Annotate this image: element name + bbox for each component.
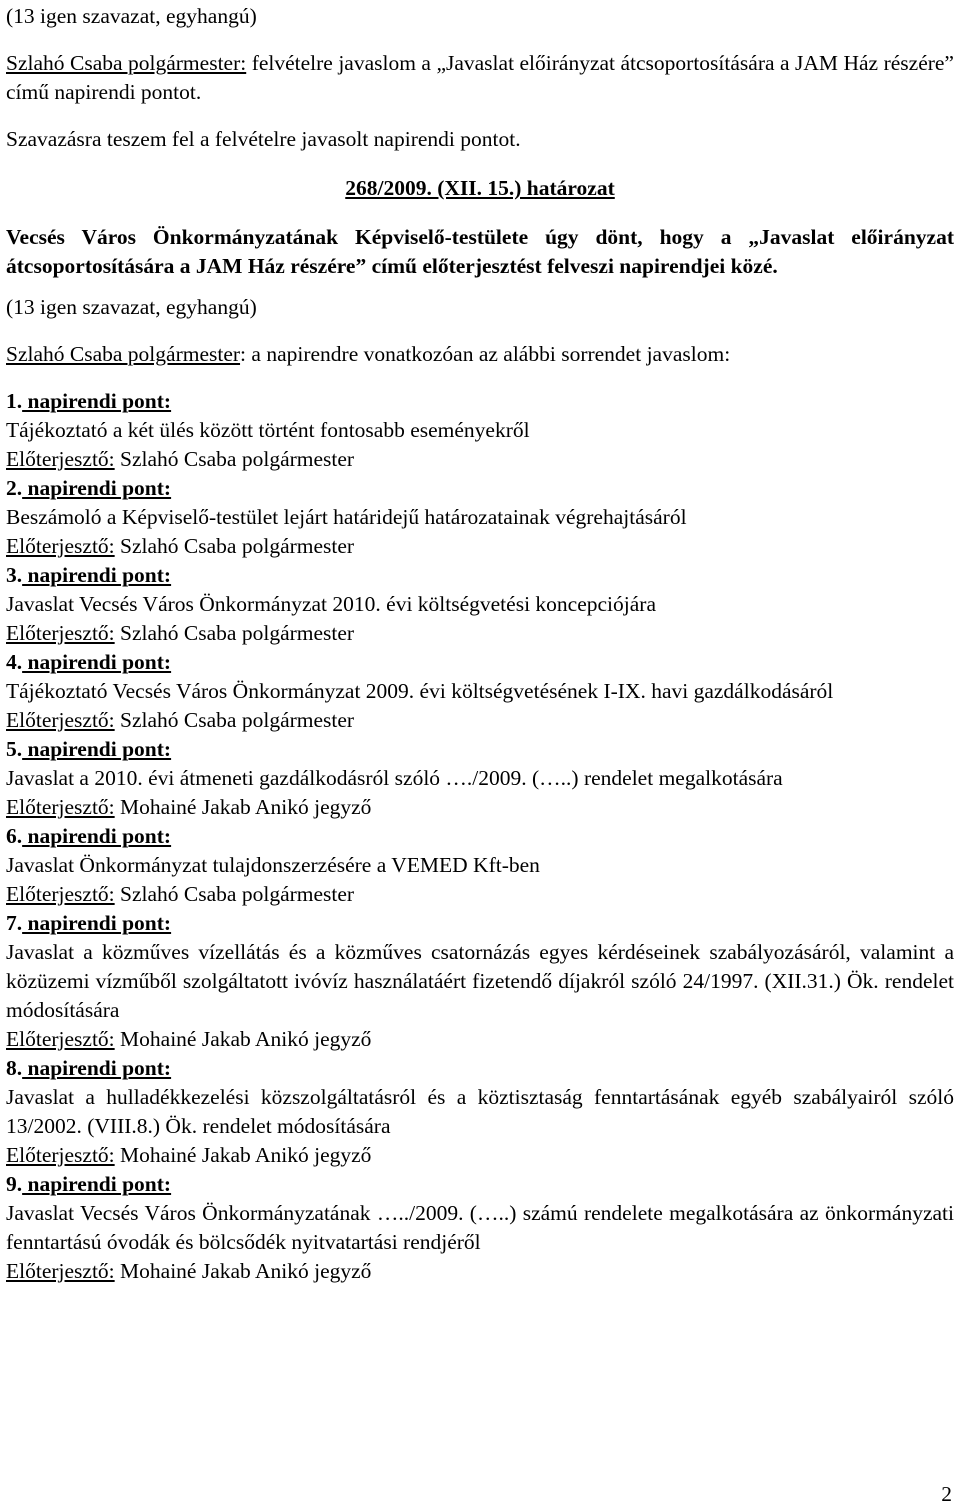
- agenda-item-heading: [6, 648, 954, 677]
- agenda-item-presenter: [6, 880, 954, 909]
- presenter-label: Előterjesztő:: [6, 447, 115, 471]
- agenda-item-presenter: [6, 532, 954, 561]
- agenda-item-label: napirendi pont:: [22, 650, 172, 674]
- speaker-name-2: Szlahó Csaba polgármester: [6, 342, 241, 366]
- agenda-item-number: 3.: [6, 563, 23, 587]
- resolution-title: 268/2009. (XII. 15.) határozat: [345, 176, 615, 200]
- agenda-item-label: napirendi pont:: [22, 737, 172, 761]
- agenda-item-heading: [6, 387, 954, 416]
- presenter-label: Előterjesztő:: [6, 1259, 115, 1283]
- agenda-item-presenter: [6, 793, 954, 822]
- presenter-name: Szlahó Csaba polgármester: [120, 447, 355, 471]
- agenda-list: [6, 387, 954, 1286]
- agenda-item-presenter: [6, 445, 954, 474]
- presenter-name: Szlahó Csaba polgármester: [120, 708, 355, 732]
- speaker-text: felvételre javaslom a „Javaslat előirányzat átcsoportosítására a JAM Ház részére” című napirendi pontot.: [6, 51, 954, 104]
- mayor-proposal: [6, 49, 954, 107]
- agenda-item: [6, 909, 954, 1054]
- agenda-item: [6, 1170, 954, 1286]
- agenda-item: [6, 735, 954, 822]
- agenda-item: [6, 1054, 954, 1170]
- agenda-item-heading: [6, 735, 954, 764]
- agenda-item-number: 9.: [6, 1172, 23, 1196]
- presenter-label: Előterjesztő:: [6, 1143, 115, 1167]
- presenter-label: Előterjesztő:: [6, 708, 115, 732]
- agenda-item-label: napirendi pont:: [22, 824, 172, 848]
- speaker-name: Szlahó Csaba polgármester:: [6, 51, 247, 75]
- presenter-label: Előterjesztő:: [6, 1027, 115, 1051]
- agenda-item-number: 1.: [6, 389, 23, 413]
- agenda-item-text: Beszámoló a Képviselő-testület lejárt határidejű határozatainak végrehajtásáról: [6, 505, 687, 529]
- agenda-item-text: Javaslat Önkormányzat tulajdonszerzésére a VEMED Kft-ben: [6, 853, 540, 877]
- agenda-item-text: Tájékoztató Vecsés Város Önkormányzat 2009. évi költségvetésének I-IX. havi gazdálkodásáról: [6, 679, 834, 703]
- agenda-item-presenter: [6, 1025, 954, 1054]
- document-page: [6, 2, 954, 1286]
- presenter-label: Előterjesztő:: [6, 621, 115, 645]
- agenda-item-number: 8.: [6, 1056, 23, 1080]
- agenda-item-number: 5.: [6, 737, 23, 761]
- page-number: 2: [941, 1482, 952, 1506]
- agenda-item-label: napirendi pont:: [22, 1172, 172, 1196]
- agenda-item-heading: [6, 822, 954, 851]
- agenda-item-text: Javaslat a közműves vízellátás és a közműves csatornázás egyes kérdéseinek szabályozásáról, valamint a közüzemi vízműből szolgáltatott ivóvíz használatáért fizetendő díjakról szóló 24/1997. (XII.31.) Ök. rendelet módosítására: [6, 940, 954, 1022]
- presenter-name: Mohainé Jakab Anikó jegyző: [120, 1143, 372, 1167]
- agenda-item-heading: [6, 561, 954, 590]
- presenter-name: Szlahó Csaba polgármester: [120, 534, 355, 558]
- presenter-name: Mohainé Jakab Anikó jegyző: [120, 1259, 372, 1283]
- agenda-item: [6, 387, 954, 474]
- agenda-item-presenter: [6, 1257, 954, 1286]
- agenda-item-heading: [6, 1054, 954, 1083]
- agenda-item-label: napirendi pont:: [22, 911, 172, 935]
- agenda-item-text: Javaslat a hulladékkezelési közszolgáltatásról és a köztisztaság fenntartásának egyéb szabályairól szóló 13/2002. (VIII.8.) Ök. rendelet módosítására: [6, 1085, 954, 1138]
- presenter-name: Mohainé Jakab Anikó jegyző: [120, 795, 372, 819]
- agenda-item-number: 7.: [6, 911, 23, 935]
- agenda-item-presenter: [6, 706, 954, 735]
- agenda-item-label: napirendi pont:: [22, 563, 172, 587]
- agenda-item: [6, 822, 954, 909]
- presenter-name: Mohainé Jakab Anikó jegyző: [120, 1027, 372, 1051]
- presenter-label: Előterjesztő:: [6, 882, 115, 906]
- agenda-item-text: Javaslat Vecsés Város Önkormányzat 2010. évi költségvetési koncepciójára: [6, 592, 656, 616]
- vote-result: (13 igen szavazat, egyhangú): [6, 4, 257, 28]
- agenda-item: [6, 648, 954, 735]
- agenda-item-label: napirendi pont:: [22, 1056, 172, 1080]
- presenter-name: Szlahó Csaba polgármester: [120, 621, 355, 645]
- agenda-item-heading: [6, 474, 954, 503]
- agenda-item-text: Javaslat a 2010. évi átmeneti gazdálkodásról szóló …./2009. (…..) rendelet megalkotására: [6, 766, 783, 790]
- agenda-item-presenter: [6, 619, 954, 648]
- presenter-name: Szlahó Csaba polgármester: [120, 882, 355, 906]
- agenda-item: [6, 561, 954, 648]
- agenda-item-number: 6.: [6, 824, 23, 848]
- agenda-item-presenter: [6, 1141, 954, 1170]
- agenda-item: [6, 474, 954, 561]
- agenda-intro: [6, 340, 954, 369]
- agenda-item-text: Javaslat Vecsés Város Önkormányzatának …../2009. (…..) számú rendelete megalkotására az önkormányzati fenntartású óvodák és bölcsődék nyitvatartási rendjéről: [6, 1201, 954, 1254]
- agenda-item-number: 4.: [6, 650, 23, 674]
- speaker-text-2: : a napirendre vonatkozóan az alábbi sorrendet javaslom:: [240, 342, 731, 366]
- vote-result-2: (13 igen szavazat, egyhangú): [6, 295, 257, 319]
- vote-call: Szavazásra teszem fel a felvételre javasolt napirendi pontot.: [6, 127, 521, 151]
- agenda-item-heading: [6, 909, 954, 938]
- agenda-item-heading: [6, 1170, 954, 1199]
- agenda-item-label: napirendi pont:: [22, 389, 172, 413]
- presenter-label: Előterjesztő:: [6, 795, 115, 819]
- agenda-item-number: 2.: [6, 476, 23, 500]
- presenter-label: Előterjesztő:: [6, 534, 115, 558]
- agenda-item-text: Tájékoztató a két ülés között történt fontosabb eseményekről: [6, 418, 530, 442]
- resolution-text: Vecsés Város Önkormányzatának Képviselő-testülete úgy dönt, hogy a „Javaslat előirányzat átcsoportosítására a JAM Ház részére” című előterjesztést felveszi napirendjei közé.: [6, 225, 954, 278]
- agenda-item-label: napirendi pont:: [22, 476, 172, 500]
